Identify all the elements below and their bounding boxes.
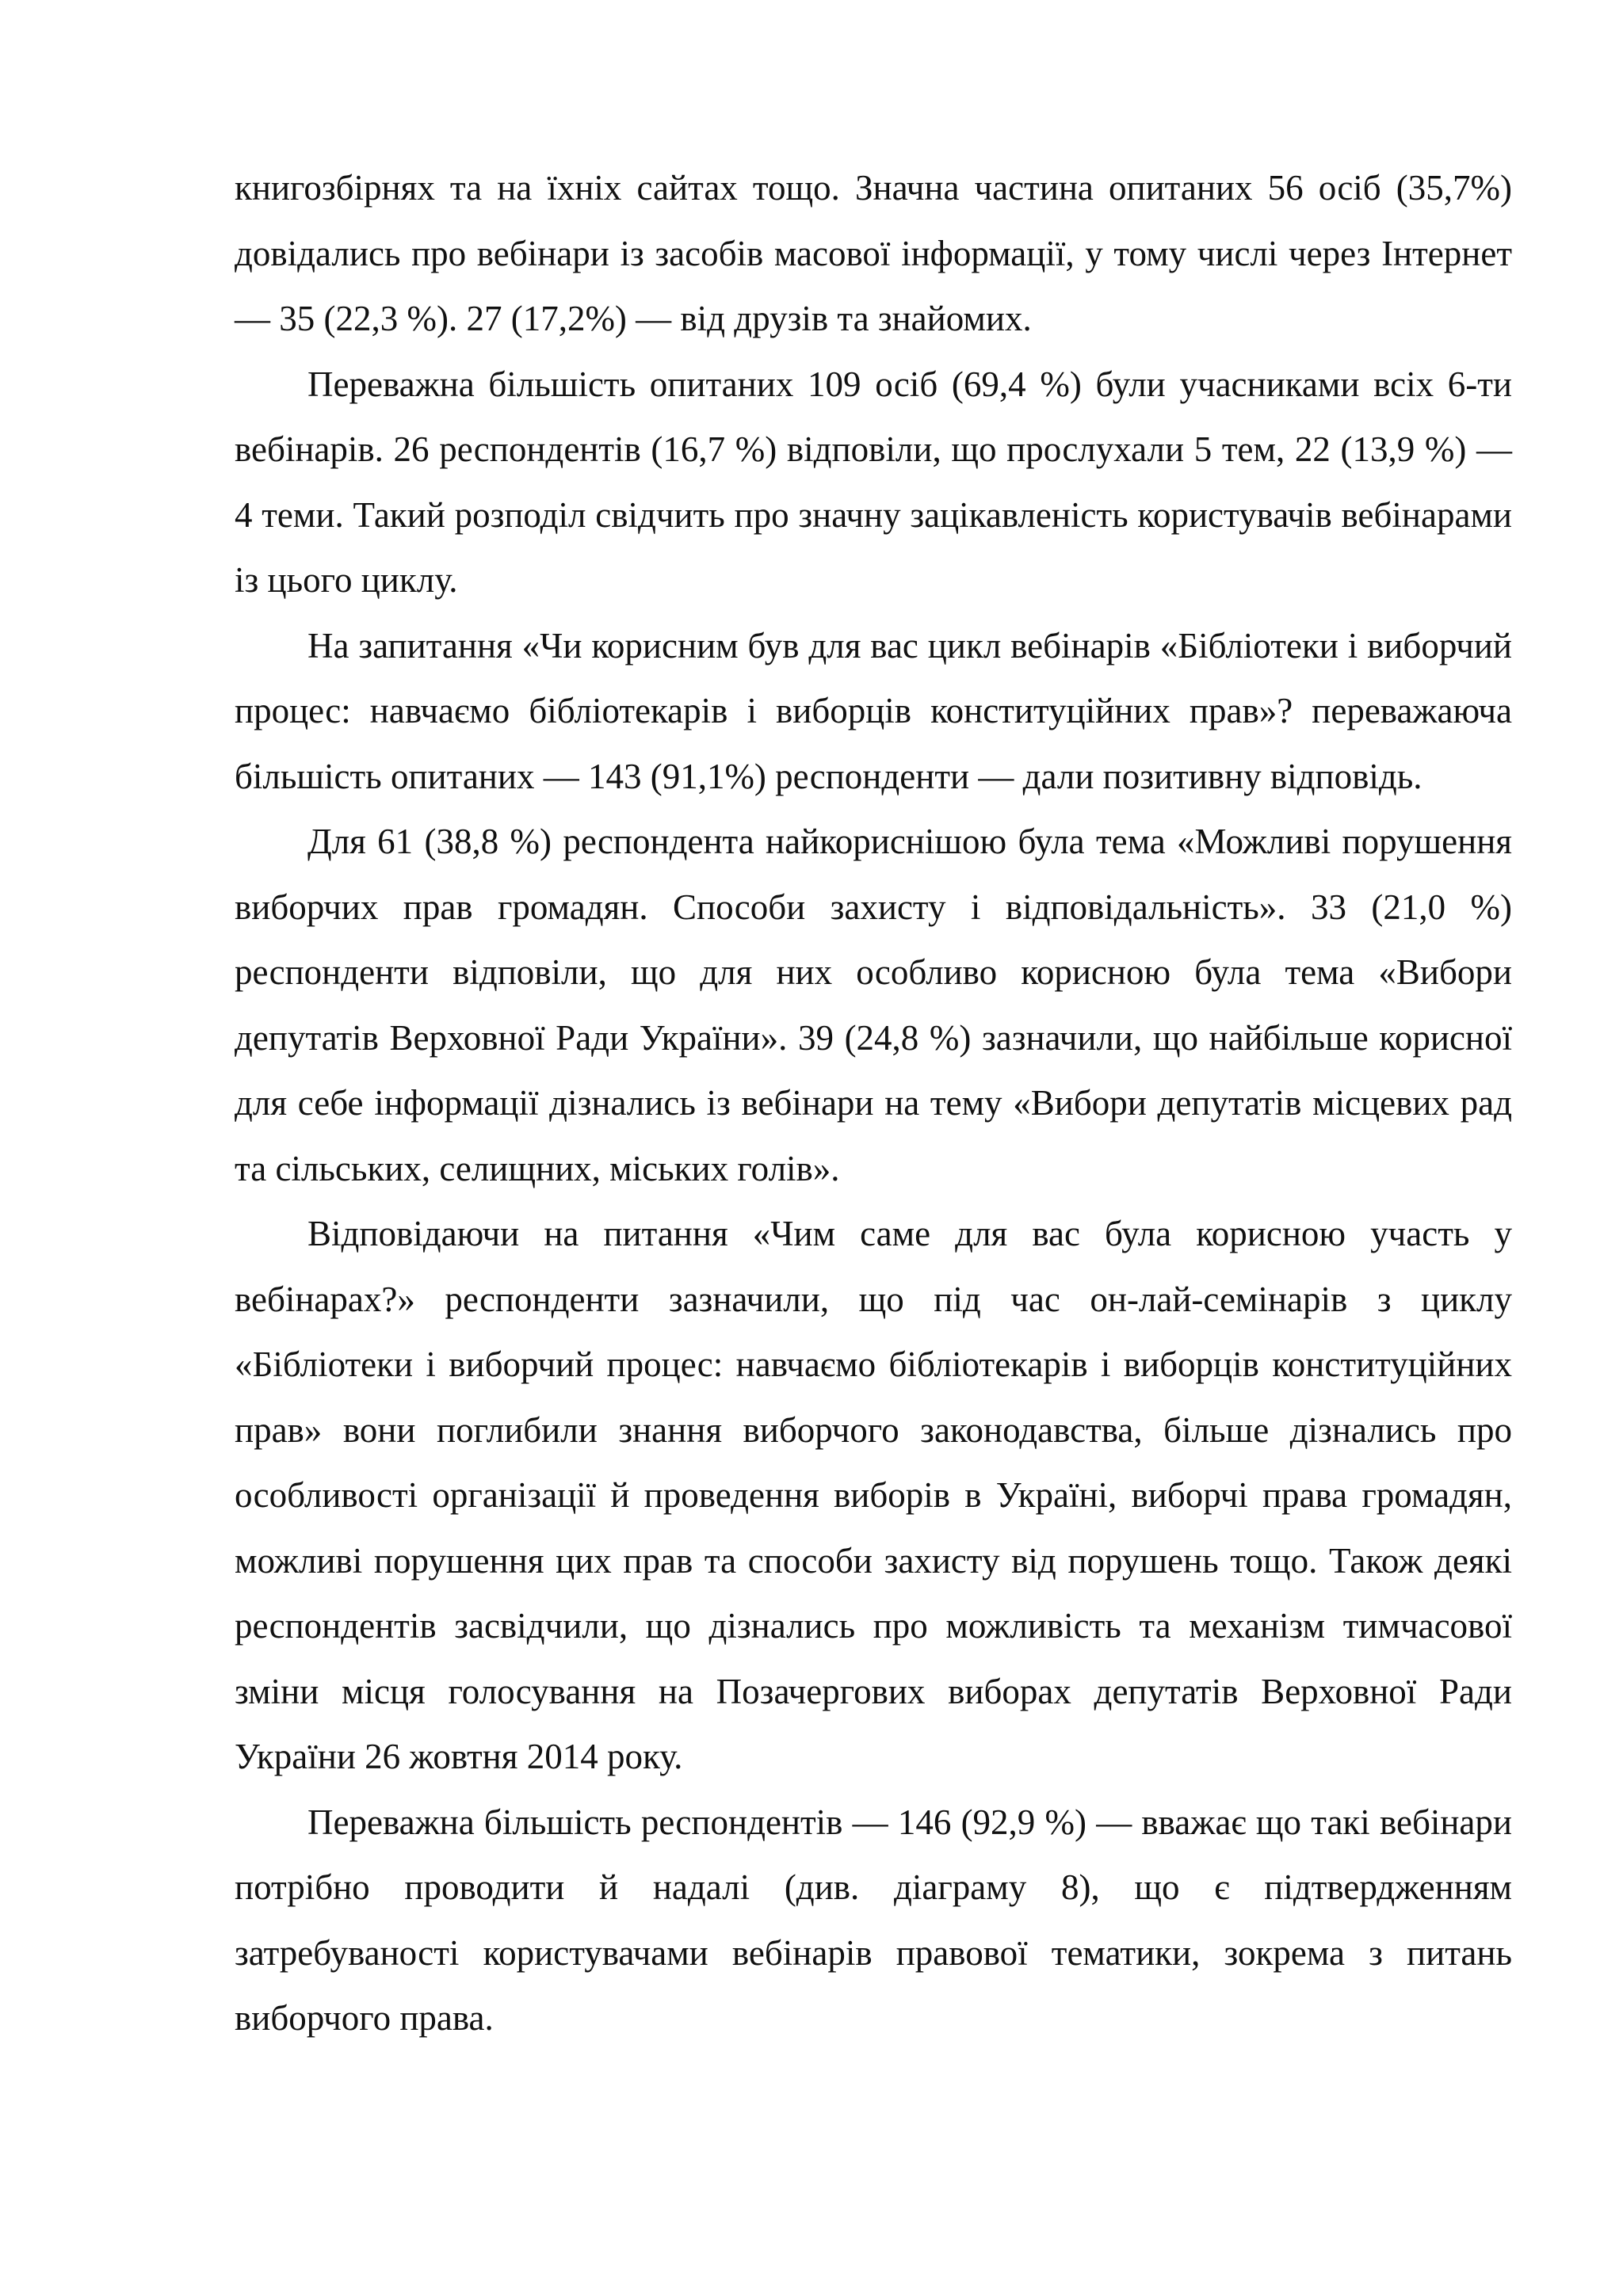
paragraph-topics: Для 61 (38,8 %) респондента найкориснішою була тема «Можливі порушення виборчих прав громадян. Способи захисту і відповідальність». 33 (21,0 %) респонденти відповіли, що для них особливо корисною була тема «Вибори депутатів Верховної Ради України». 39 (24,8 %) зазначили, що найбільше корисної для себе інформації дізнались із вебінари на тему «Вибори депутатів місцевих рад та сільських, селищних, міських голів».	[235, 822, 1512, 1188]
paragraph-continued: книгозбірнях та на їхніх сайтах тощо. Значна частина опитаних 56 осіб (35,7%) довідались про вебінари із засобів масової інформації, у тому числі через Інтернет — 35 (22,3 %). 27 (17,2%) — від друзів та знайомих.	[235, 168, 1512, 338]
paragraph-participation: Переважна більшість опитаних 109 осіб (69,4 %) були учасниками всіх 6-ти вебінарів. 26 респондентів (16,7 %) відповіли, що прослухали 5 тем, 22 (13,9 %) — 4 теми. Такий розподіл свідчить про значну зацікавленість користувачів вебінарами із цього циклу.	[235, 364, 1512, 600]
paragraph-conclusion: Переважна більшість респондентів — 146 (92,9 %) — вважає що такі вебінари потрібно проводити й надалі (див. діаграму 8), що є підтвердженням затребуваності користувачами вебінарів правової тематики, зокрема з питань виборчого права.	[235, 1802, 1512, 2038]
paragraph-usefulness: На запитання «Чи корисним був для вас цикл вебінарів «Бібліотеки і виборчий процес: навчаємо бібліотекарів і виборців конституційних прав»? переважаюча більшість опитаних — 143 (91,1%) респонденти — дали позитивну відповідь.	[235, 625, 1512, 796]
document-page	[235, 155, 1512, 2051]
paragraph-benefits: Відповідаючи на питання «Чим саме для вас була корисною участь у вебінарах?» респонденти зазначили, що під час он-лай-семінарів з циклу «Бібліотеки і виборчий процес: навчаємо бібліотекарів і виборців конституційних прав» вони поглибили знання виборчого законодавства, більше дізнались про особливості організації й проведення виборів в Україні, виборчі права громадян, можливі порушення цих прав та способи захисту від порушень тощо. Також деякі респондентів засвідчили, що дізнались про можливість та механізм тимчасової зміни місця голосування на Позачергових виборах депутатів Верховної Ради України 26 жовтня 2014 року.	[235, 1214, 1512, 1776]
